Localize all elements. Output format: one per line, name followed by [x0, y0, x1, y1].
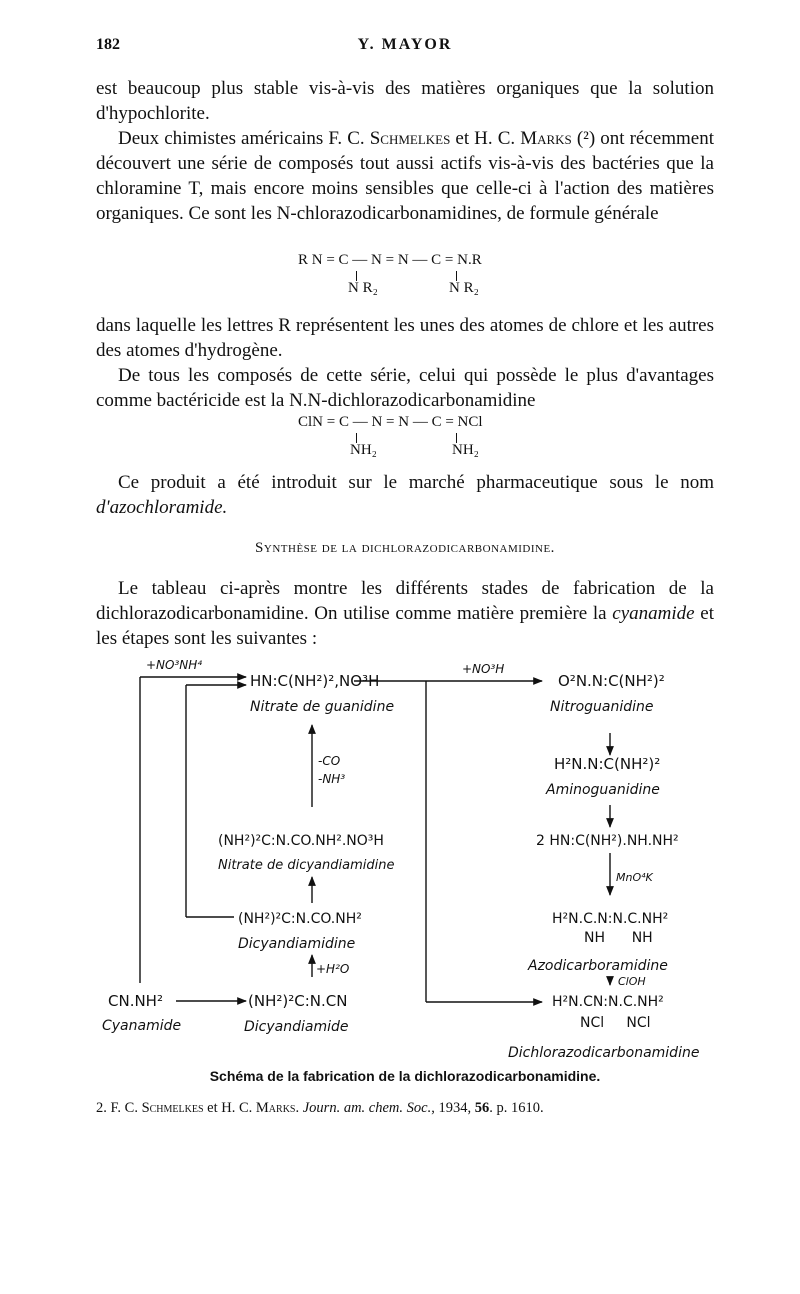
azochloramide-term: d'azochloramide.: [96, 497, 228, 518]
azodicarbonamidine-formula: H²N.C.N:N.C.NH²: [552, 911, 669, 927]
reagent-label: -NH³: [318, 772, 346, 786]
dicyandiamide-formula: (NH²)²C:N.CN: [248, 992, 348, 1010]
volume-number: 56: [474, 1100, 490, 1116]
dicyandiamidine-formula: (NH²)²C:N.CO.NH²: [238, 911, 362, 927]
diaminoguanidine-formula: 2 HN:C(NH²).NH.NH²: [536, 833, 679, 849]
author-name: Marks: [520, 128, 572, 149]
compound-name: Nitrate de dicyandiamidine: [218, 858, 395, 873]
reagent-label: ClOH: [618, 975, 646, 988]
reagent-label: -CO: [318, 754, 341, 768]
paragraph-4: De tous les composés de cette série, celui qui possède le plus d'avantages comme bactéricide est la N.N-dichlorazodicarbonamidine: [96, 365, 714, 411]
azodicarbonamidine-substituents: NH NH: [584, 930, 653, 946]
compound-name: Cyanamide: [102, 1018, 182, 1034]
paragraph-6: Le tableau ci-après montre les différents stades de fabrication de la dichlorazodicarbonamidine. On utilise comme matière première la cyanamide et les étapes sont les suivantes :: [96, 578, 714, 649]
paragraph-1: est beaucoup plus stable vis-à-vis des matières organiques que la solution d'hypochlorite.: [96, 78, 714, 124]
footnote: 2. F. C. Schmelkes et H. C. Marks. Journ. am. chem. Soc., 1934, 56. p. 1610.: [96, 1100, 544, 1116]
page-header: [96, 36, 714, 62]
nitrate-guanidine-formula: HN:C(NH²)²,NO³H: [250, 672, 380, 690]
reagent-label: +NO³H: [462, 662, 505, 676]
section-heading: Synthèse de la dichlorazodicarbonamidine.: [255, 540, 555, 556]
author-name: Marks: [255, 1100, 296, 1116]
dichlor-formula: ClN = C — N = N — C = NCl NH₂ NH₂: [298, 414, 483, 458]
compound-name: Dichlorazodicarbonamidine: [508, 1045, 700, 1061]
paragraph-3: dans laquelle les lettres R représentent les unes des atomes de chlore et les autres des atomes d'hydrogène.: [96, 315, 714, 361]
compound-name: Nitrate de guanidine: [250, 699, 395, 715]
author-name: Schmelkes: [141, 1100, 204, 1116]
compound-name: Nitroguanidine: [550, 699, 654, 715]
general-formula: R N = C — N = N — C = N.R N R₂ N R₂: [298, 252, 482, 296]
paragraph-2: Deux chimistes américains F. C. Schmelkes et H. C. Marks (²) ont récemment découvert une série de composés tout aussi actifs vis-à-vis des bactéries que la chloramine T, mais encore moins sensibles que celle-ci à l'action des matières organiques. Ce sont les N-chlorazodicarbonamidines, de formule générale: [96, 128, 714, 224]
body-text-intro: [96, 576, 714, 651]
body-text-upper: [96, 76, 714, 226]
paragraph-5: Ce produit a été introduit sur le marché pharmaceutique sous le nom d'azochloramide.: [96, 472, 714, 518]
author-name: Schmelkes: [369, 128, 451, 149]
reagent-label: +NO³NH⁴: [146, 658, 203, 672]
dichlor-formula: H²N.CN:N.C.NH²: [552, 994, 664, 1010]
cyanamide-formula: CN.NH²: [108, 992, 163, 1010]
running-head: Y. MAYOR: [357, 36, 453, 53]
cyanamide-term: cyanamide: [612, 603, 695, 624]
page-number: 182: [96, 36, 120, 53]
footnote-ref: (²): [576, 128, 596, 149]
compound-name: Aminoguanidine: [546, 782, 660, 798]
figure-caption: Schéma de la fabrication de la dichlorazodicarbonamidine.: [209, 1068, 601, 1084]
synthesis-diagram: [96, 655, 714, 1065]
journal-name: Journ. am. chem. Soc.: [302, 1100, 432, 1116]
compound-name: Dicyandiamidine: [238, 936, 356, 952]
nitroguanidine-formula: O²N.N:C(NH²)²: [558, 672, 665, 690]
nitrate-dicyandiamidine-formula: (NH²)²C:N.CO.NH².NO³H: [218, 833, 384, 849]
compound-name: Dicyandiamide: [244, 1019, 349, 1035]
reagent-label: MnO⁴K: [616, 871, 653, 884]
body-text-middle: [96, 313, 714, 413]
dichlor-substituents: NCl NCl: [580, 1015, 651, 1031]
reagent-label: +H²O: [316, 962, 350, 976]
aminoguanidine-formula: H²N.N:C(NH²)²: [554, 755, 661, 773]
compound-name: Azodicarboramidine: [528, 958, 668, 974]
body-text-lower: [96, 470, 714, 520]
